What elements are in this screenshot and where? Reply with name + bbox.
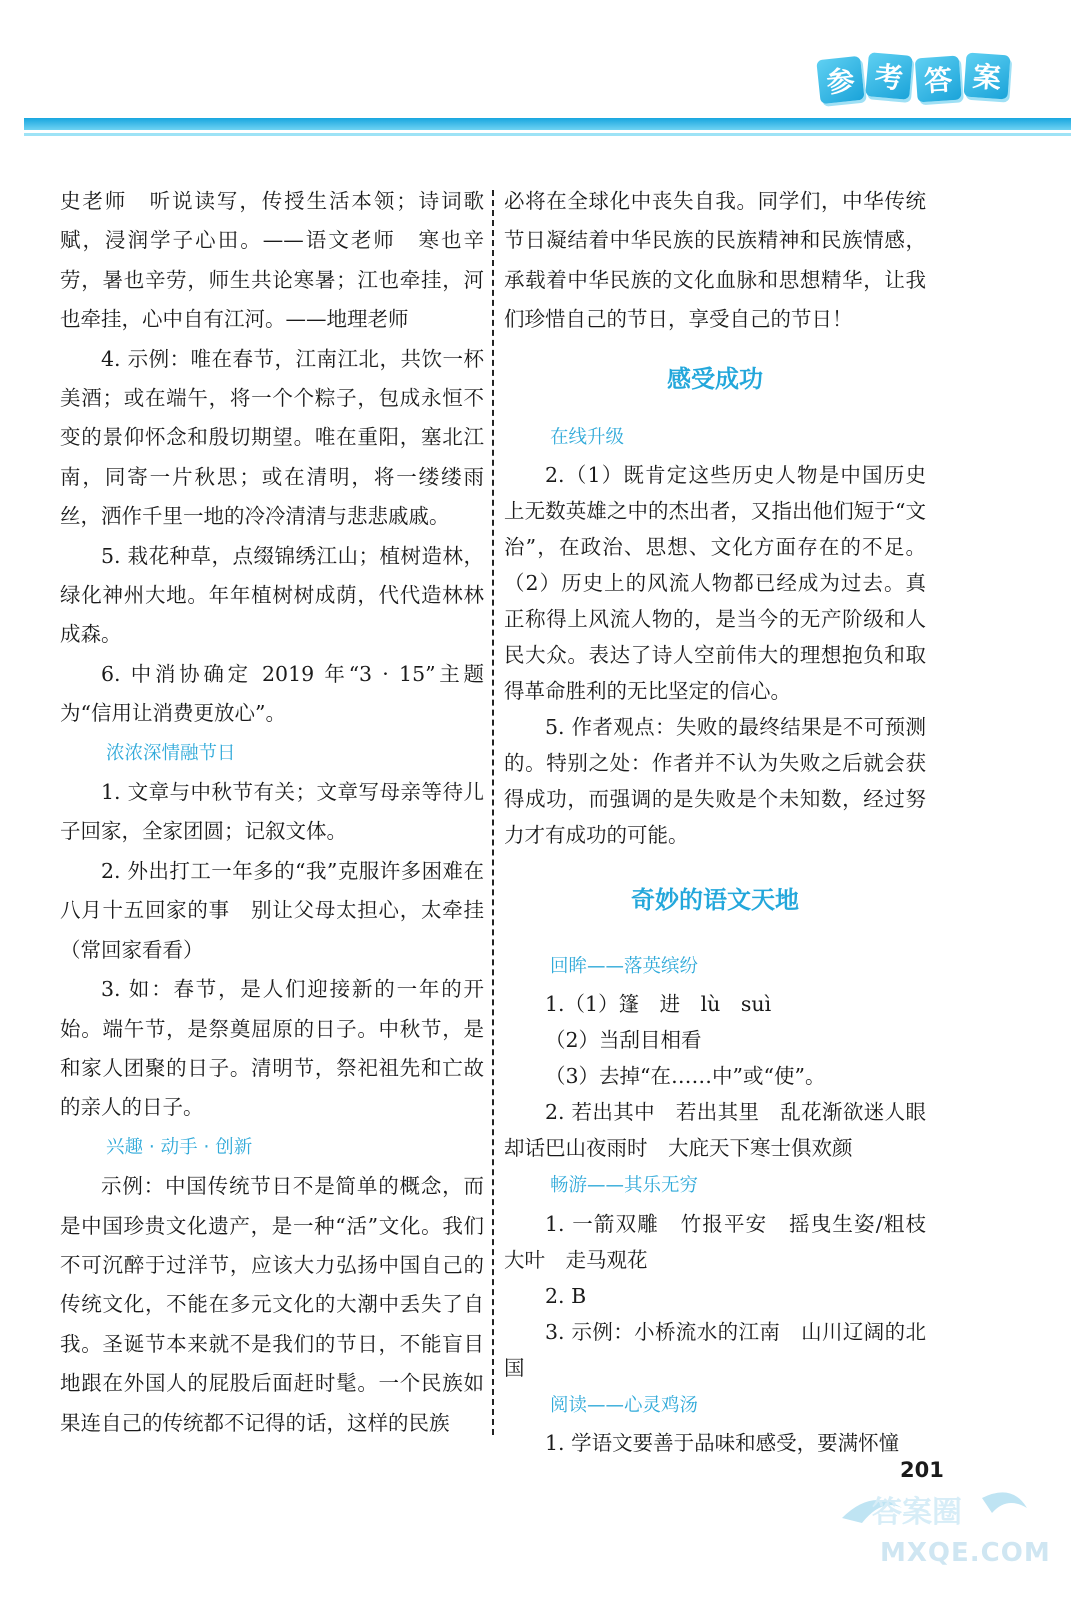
subsection-heading: 回眸——落英缤纷	[550, 956, 699, 978]
subsection-heading: 兴趣 · 动手 · 创新	[106, 1136, 253, 1158]
answer-paragraph: 示例：中国传统节日不是简单的概念，而是中国珍贵文化遗产，是一种“活”文化。我们不可沉醉于过洋节，应该大力弘扬中国自己的传统文化，不能在多元文化的大潮中丢失了自我。圣诞节本来就不是我们的节日，不能盲目地跟在外国人的屁股后面赶时髦。一个民族如果连自己的传统都不记得的话，这样的民族	[60, 1174, 484, 1435]
section-heading: 奇妙的语文天地	[631, 885, 799, 915]
answer-paragraph: 3. 如：春节，是人们迎接新的一年的开始。端午节，是祭奠屈原的日子。中秋节，是和家人团聚的日子。清明节，祭祀祖先和亡故的亲人的日子。	[60, 977, 484, 1120]
page-number: 201	[900, 1458, 944, 1482]
subsection-heading: 浓浓深情融节日	[106, 742, 236, 764]
answer-paragraph: 1. 一箭双雕 竹报平安 摇曳生姿/粗枝大叶 走马观花	[504, 1211, 926, 1272]
header-tile: 案	[964, 53, 1011, 100]
subsection-heading: 在线升级	[550, 426, 625, 448]
header-tile: 答	[915, 56, 962, 103]
answer-paragraph: 2. 若出其中 若出其里 乱花渐欲迷人眼 却话巴山夜雨时 大庇天下寒士俱欢颜	[504, 1100, 947, 1161]
answer-paragraph: 2.（1）既肯定这些历史人物是中国历史上无数英雄之中的杰出者，又指出他们短于“文治”，在政治、思想、文化方面存在的不足。（2）历史上的风流人物都已经成为过去。真正称得上风流人物的，是当今的无产阶级和人民大众。表达了诗人空前伟大的理想抱负和取得革命胜利的无比坚定的信心。	[504, 463, 926, 704]
watermark-logo-text: 答案圈	[872, 1495, 962, 1530]
header-tile: 参	[816, 56, 864, 104]
left-column	[60, 182, 484, 1443]
subsection-heading: 畅游——其乐无穷	[550, 1175, 699, 1197]
answer-paragraph: 3. 示例：小桥流水的江南 山川辽阔的北国	[504, 1319, 926, 1380]
answer-paragraph: 必将在全球化中丧失自我。同学们，中华传统节日凝结着中华民族的民族精神和民族情感，承载着中华民族的文化血脉和思想精华，让我们珍惜自己的节日，享受自己的节日！	[504, 189, 926, 332]
column-divider	[492, 190, 494, 1435]
answer-paragraph: （3）去掉“在……中”或“使”。	[545, 1064, 826, 1089]
answer-paragraph: （2）当刮目相看	[545, 1028, 702, 1053]
answer-paragraph: 史老师 听说读写，传授生活本领；诗词歌赋，浸润学子心田。——语文老师 寒也辛劳，暑也辛劳，师生共论寒暑；江也牵挂，河也牵挂，心中自有江河。——地理老师	[60, 189, 484, 332]
watermark-text: MXQE.COM	[880, 1538, 1051, 1568]
watermark-logo	[832, 1478, 1032, 1538]
subsection-heading: 阅读——心灵鸡汤	[550, 1394, 699, 1416]
section-heading: 感受成功	[667, 363, 763, 393]
answer-paragraph: 1. 学语文要善于品味和感受，要满怀憧	[545, 1431, 900, 1456]
right-column	[504, 182, 947, 1461]
header-band	[24, 118, 1071, 130]
header-tile: 考	[865, 52, 913, 100]
answer-paragraph: 1. 文章与中秋节有关；文章写母亲等待儿子回家，全家团圆；记叙文体。	[60, 780, 484, 844]
header-rule	[24, 133, 1071, 136]
answer-paragraph: 6. 中消协确定 2019 年“3 · 15”主题为“信用让消费更放心”。	[60, 661, 484, 726]
answer-paragraph: 5. 作者观点：失败的最终结果是不可预测的。特别之处：作者并不认为失败之后就会获得成功，而强调的是失败是个未知数，经过努力才有成功的可能。	[504, 715, 926, 848]
answer-paragraph: 1.（1）篷 进 lù suì	[545, 992, 772, 1017]
answer-paragraph: 2. B	[545, 1283, 587, 1308]
answer-paragraph: 2. 外出打工一年多的“我”克服许多困难在八月十五回家的事 别让父母太担心，太牵挂（常回家看看）	[60, 858, 484, 962]
answer-paragraph: 5. 栽花种草，点缀锦绣江山；植树造林，绿化神州大地。年年植树树成荫，代代造林林成森。	[60, 543, 484, 647]
header-title-tiles	[818, 54, 1009, 98]
answer-paragraph: 4. 示例：唯在春节，江南江北，共饮一杯美酒；或在端午，将一个个粽子，包成永恒不变的景仰怀念和殷切期望。唯在重阳，塞北江南，同寄一片秋思；或在清明，将一缕缕雨丝，洒作千里一地的冷冷清清与悲悲戚戚。	[60, 346, 484, 529]
